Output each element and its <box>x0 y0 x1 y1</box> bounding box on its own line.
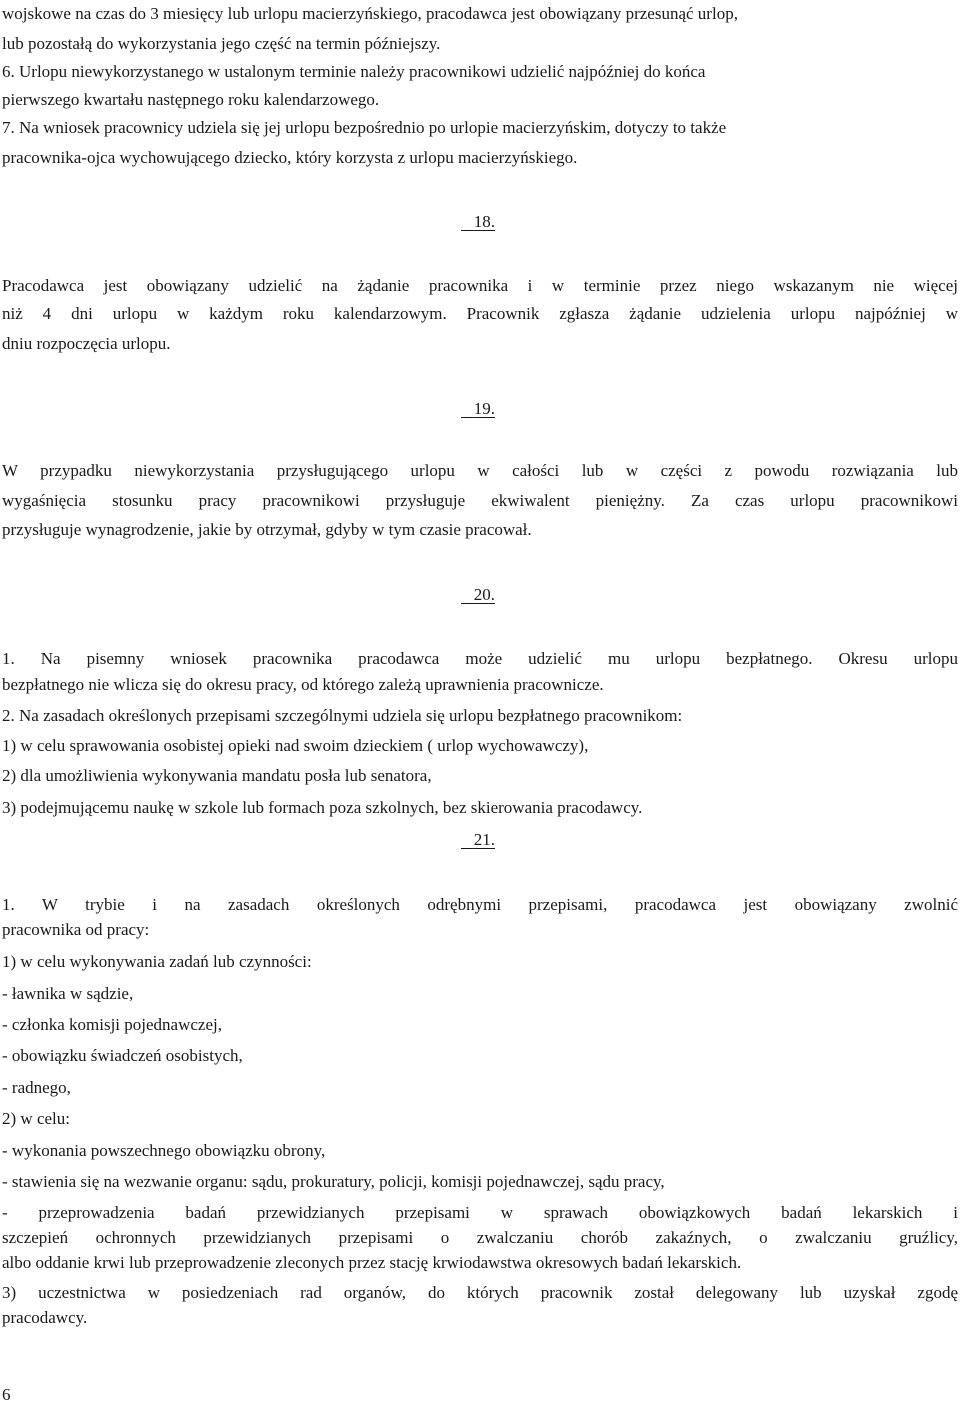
text-line: 1) w celu wykonywania zadań lub czynności: <box>2 952 312 971</box>
section-heading <box>461 210 495 234</box>
page-number: 6 <box>2 1385 11 1404</box>
section-heading <box>461 583 495 607</box>
text-line: 3) uczestnictwa w posiedzeniach rad organów, do których pracownik został delegowany lub uzyskał zgodę <box>2 1283 958 1302</box>
text-line: - wykonania powszechnego obowiązku obrony, <box>2 1141 326 1160</box>
text-line: - radnego, <box>2 1078 71 1097</box>
section-heading <box>461 828 495 852</box>
text-line: bezpłatnego nie wlicza się do okresu pracy, od którego zależą uprawnienia pracownicze. <box>2 675 604 694</box>
text-line: pracownika-ojca wychowującego dziecko, który korzysta z urlopu macierzyńskiego. <box>2 148 578 167</box>
text-line: przysługuje wynagrodzenie, jakie by otrzymał, gdyby w tym czasie pracował. <box>2 520 532 539</box>
text-line: pracodawcy. <box>2 1308 88 1327</box>
text-line: - ławnika w sądzie, <box>2 984 134 1003</box>
text-line: 6. Urlopu niewykorzystanego w ustalonym terminie należy pracownikowi udzielić najpóźniej do końca <box>2 62 706 81</box>
text-line: 2. Na zasadach określonych przepisami szczególnymi udziela się urlopu bezpłatnego pracownikom: <box>2 706 683 725</box>
text-line: - stawienia się na wezwanie organu: sądu, prokuratury, policji, komisji pojednawczej, sądu pracy, <box>2 1172 665 1191</box>
document-page <box>2 0 958 1406</box>
section-number: 18. <box>473 212 495 231</box>
text-line: W przypadku niewykorzystania przysługującego urlopu w całości lub w części z powodu rozwiązania lub <box>2 461 958 480</box>
section-sign <box>461 399 474 418</box>
text-line: szczepień ochronnych przewidzianych przepisami o zwalczaniu chorób zakaźnych, o zwalczaniu gruźlicy, <box>2 1228 958 1247</box>
section-sign <box>461 830 474 849</box>
section-number: 19. <box>473 399 495 418</box>
text-line: - przeprowadzenia badań przewidzianych przepisami w sprawach obowiązkowych badań lekarskich i <box>2 1203 958 1222</box>
section-number: 21. <box>473 830 495 849</box>
text-line: albo oddanie krwi lub przeprowadzenie zleconych przez stację krwiodawstwa okresowych badań lekarskich. <box>2 1253 742 1272</box>
section-sign <box>461 212 474 231</box>
text-line: 2) w celu: <box>2 1109 70 1128</box>
text-line: 2) dla umożliwienia wykonywania mandatu posła lub senatora, <box>2 766 432 785</box>
text-line: niż 4 dni urlopu w każdym roku kalendarzowym. Pracownik zgłasza żądanie udzielenia urlopu najpóźniej w <box>2 304 958 323</box>
text-line: Pracodawca jest obowiązany udzielić na żądanie pracownika i w terminie przez niego wskazanym nie więcej <box>2 276 958 295</box>
text-line: wojskowe na czas do 3 miesięcy lub urlopu macierzyńskiego, pracodawca jest obowiązany przesunąć urlop, <box>2 4 738 23</box>
text-line: lub pozostałą do wykorzystania jego część na termin późniejszy. <box>2 34 441 53</box>
section-number: 20. <box>473 585 495 604</box>
text-line: pierwszego kwartału następnego roku kalendarzowego. <box>2 90 380 109</box>
text-line: 7. Na wniosek pracownicy udziela się jej urlopu bezpośrednio po urlopie macierzyńskim, dotyczy to także <box>2 118 727 137</box>
text-line: dniu rozpoczęcia urlopu. <box>2 334 171 353</box>
text-line: 1) w celu sprawowania osobistej opieki nad swoim dzieckiem ( urlop wychowawczy), <box>2 736 589 755</box>
section-sign <box>461 585 474 604</box>
text-line: 1. W trybie i na zasadach określonych odrębnymi przepisami, pracodawca jest obowiązany zwolnić <box>2 895 958 914</box>
text-line: 3) podejmującemu naukę w szkole lub formach poza szkolnych, bez skierowania pracodawcy. <box>2 798 643 817</box>
text-line: wygaśnięcia stosunku pracy pracownikowi przysługuje ekwiwalent pieniężny. Za czas urlopu pracownikowi <box>2 491 958 510</box>
text-line: - członka komisji pojednawczej, <box>2 1015 222 1034</box>
section-heading <box>461 397 495 421</box>
text-line: pracownika od pracy: <box>2 920 150 939</box>
text-line: - obowiązku świadczeń osobistych, <box>2 1046 243 1065</box>
text-line: 1. Na pisemny wniosek pracownika pracodawca może udzielić mu urlopu bezpłatnego. Okresu urlopu <box>2 649 958 668</box>
